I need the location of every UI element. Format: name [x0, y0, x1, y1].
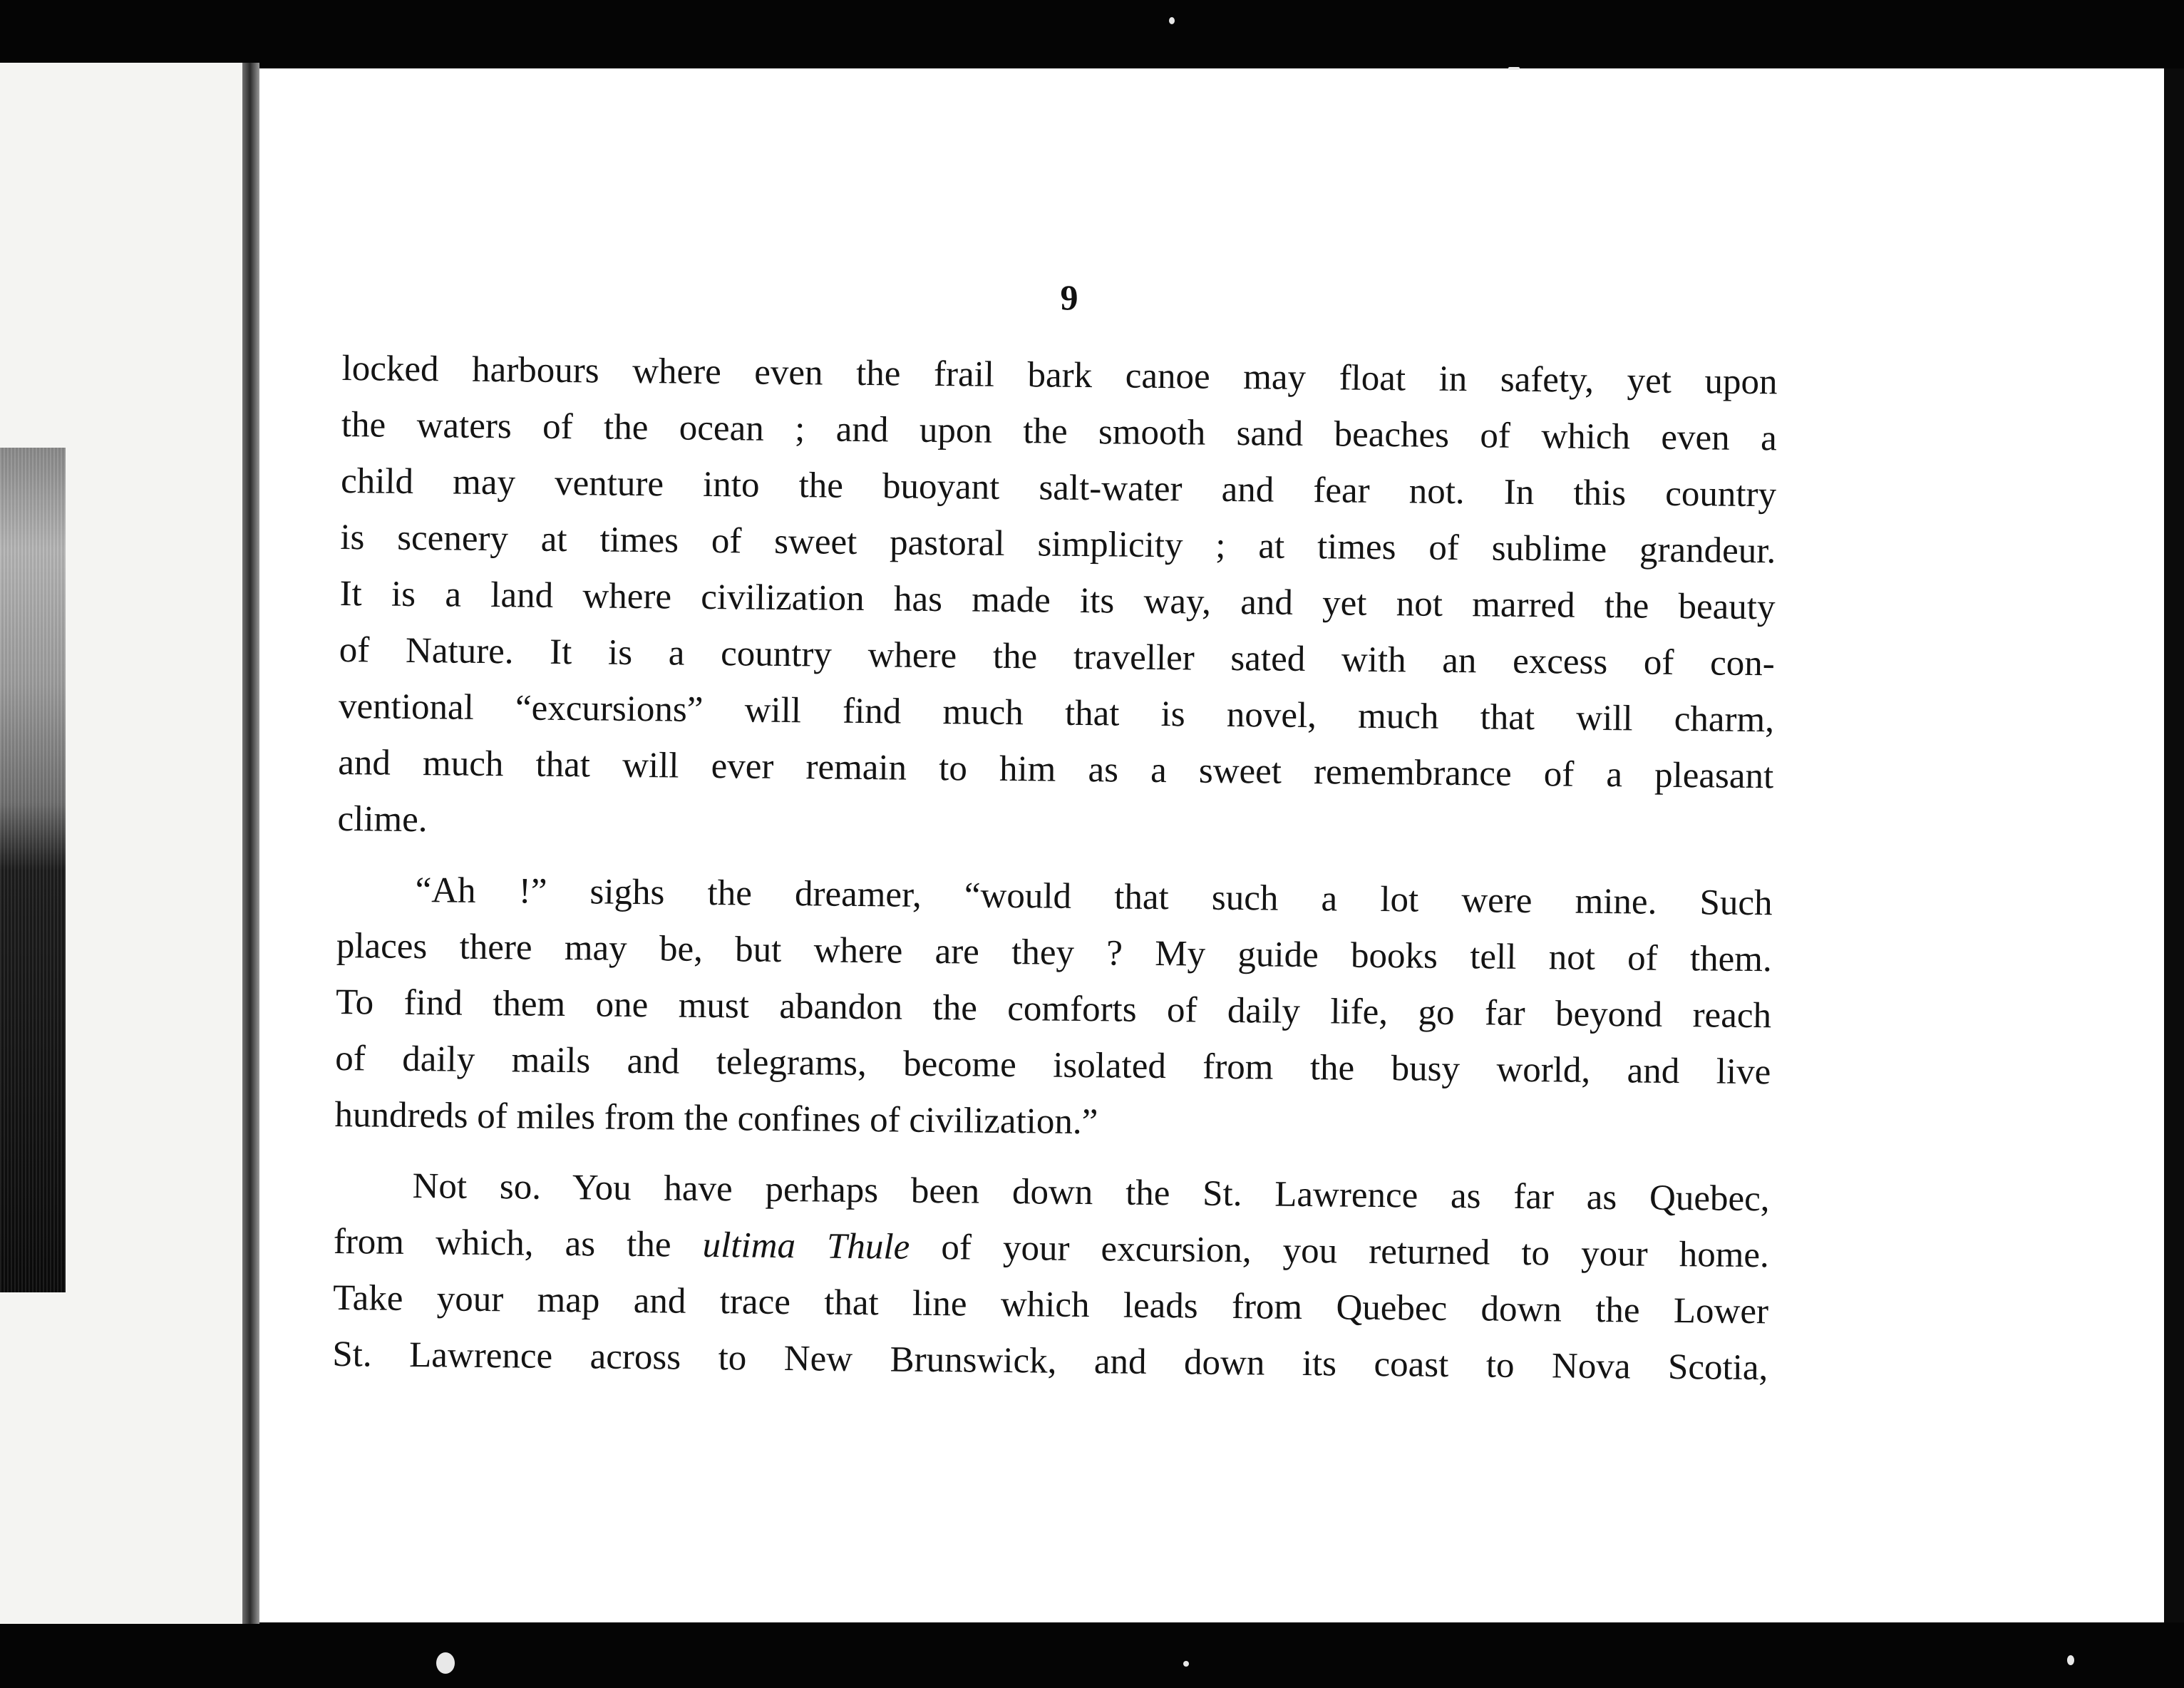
text-line: hundreds of miles from the confines of civilization.” [334, 1094, 1098, 1143]
text-line: is scenery at times of sweet pastoral simplicity ; at times of sublime grandeur. [340, 517, 1776, 572]
left-page-illustration-fragment [0, 448, 66, 1292]
scan-speck [2067, 1655, 2074, 1665]
text-line: child may venture into the buoyant salt-water and fear not. In this country [340, 460, 1777, 515]
text-line: of Nature. It is a country where the traveller sated with an excess of con- [339, 629, 1776, 684]
paragraph-1 [337, 341, 1778, 861]
paragraph-3 [332, 1158, 1770, 1396]
scan-speck [436, 1652, 455, 1674]
text-line: “Ah !” sighs the dreamer, “would that such a lot were mine. Such [415, 870, 1773, 924]
left-facing-page [0, 63, 242, 1624]
text-line: To find them one must abandon the comforts of daily life, go far beyond reach [335, 982, 1772, 1036]
text-line: locked harbours where even the frail bark canoe may float in safety, yet upon [341, 348, 1778, 403]
page-body-text [332, 341, 1778, 1396]
text-line: Not so. You have perhaps been down the St. Lawrence as far as Quebec, [412, 1166, 1770, 1220]
text-line: Take your map and trace that line which leads from Quebec down the Lower [332, 1277, 1769, 1332]
page-number: 9 [1060, 277, 1078, 317]
text-line: clime. [337, 798, 428, 840]
text-line: of daily mails and telegrams, become isolated from the busy world, and live [335, 1038, 1771, 1093]
text-line: places there may be, but where are they ? My guide books tell not of them. [336, 925, 1773, 980]
text-line: and much that will ever remain to him as a sweet remembrance of a pleasant [338, 742, 1774, 797]
scan-speck [1508, 67, 1520, 70]
book-gutter [242, 63, 259, 1624]
text-line: St. Lawrence across to New Brunswick, and down its coast to Nova Scotia, [332, 1334, 1768, 1389]
text-fragment: of your excursion, you returned to your home. [909, 1227, 1770, 1276]
text-line: the waters of the ocean ; and upon the smooth sand beaches of which even a [341, 404, 1778, 459]
text-line: ventional “excursions” will find much that is novel, much that will charm, [338, 686, 1775, 741]
italic-phrase: ultima Thule [702, 1225, 910, 1267]
paragraph-2 [334, 862, 1773, 1157]
text-line: It is a land where civilization has made its way, and yet not marred the beauty [339, 573, 1776, 628]
scan-speck [1183, 1661, 1189, 1667]
scan-speck [1169, 17, 1175, 24]
text-fragment: from which, as the [333, 1221, 703, 1265]
right-scan-border [2164, 68, 2184, 1622]
